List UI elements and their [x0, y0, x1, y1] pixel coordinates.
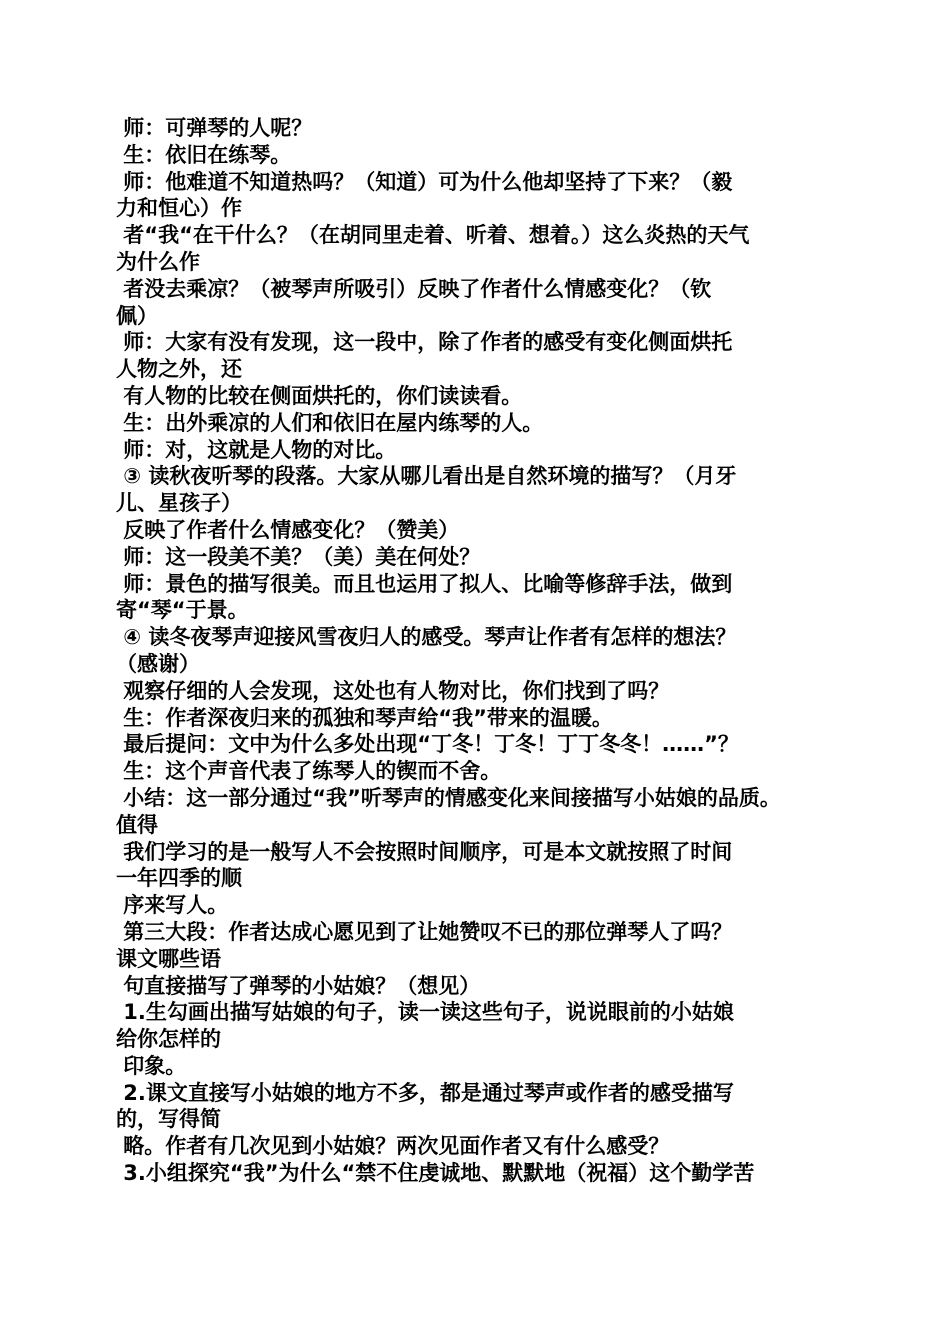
text-line: 句直接描写了弹琴的小姑娘？（想见） — [116, 973, 481, 998]
text-line: 最后提问：文中为什么多处出现“丁冬！丁冬！丁丁冬冬！……”？ — [116, 732, 739, 757]
text-line: 师：对，这就是人物的对比。 — [116, 437, 397, 462]
text-line: 寄“琴“于景。 — [116, 598, 249, 623]
text-line: 生：依旧在练琴。 — [116, 142, 292, 167]
document-text — [116, 115, 856, 1187]
text-line: 佩） — [116, 303, 158, 328]
text-line: 者“我“在干什么？（在胡同里走着、听着、想着。）这么炎热的天气 — [116, 223, 750, 248]
text-line: 师：这一段美不美？（美）美在何处？ — [116, 544, 481, 569]
text-line: 1.生勾画出描写姑娘的句子，读一读这些句子，说说眼前的小姑娘 — [116, 1000, 734, 1025]
text-line: 生：作者深夜归来的孤独和琴声给“我”带来的温暖。 — [116, 705, 613, 730]
text-line: 一年四季的顺 — [116, 866, 242, 891]
text-line: 人物之外，还 — [116, 357, 242, 382]
text-line: 小结：这一部分通过“我”听琴声的情感变化来间接描写小姑娘的品质。 — [116, 785, 781, 810]
text-line: 课文哪些语 — [116, 946, 221, 971]
text-line: 略。作者有几次见到小姑娘？两次见面作者又有什么感受？ — [116, 1134, 670, 1159]
text-line: 师：他难道不知道热吗？（知道）可为什么他却坚持了下来？（毅 — [116, 169, 733, 194]
text-line: 师：景色的描写很美。而且也运用了拟人、比喻等修辞手法，做到 — [116, 571, 733, 596]
text-line: 观察仔细的人会发现，这处也有人物对比，你们找到了吗？ — [116, 678, 670, 703]
text-line: 3.小组探究“我”为什么“禁不住虔诚地、默默地（祝福）这个勤学苦 — [116, 1161, 755, 1186]
text-line: 者没去乘凉？（被琴声所吸引）反映了作者什么情感变化？（钦 — [116, 276, 712, 301]
text-line: 师：大家有没有发现，这一段中，除了作者的感受有变化侧面烘托 — [116, 330, 733, 355]
text-line: 印象。 — [116, 1053, 187, 1078]
text-line: 生：这个声音代表了练琴人的锲而不舍。 — [116, 759, 502, 784]
text-line: 给你怎样的 — [116, 1027, 221, 1052]
text-line: ③ 读秋夜听琴的段落。大家从哪儿看出是自然环境的描写？（月牙 — [116, 464, 737, 489]
text-line: 为什么作 — [116, 249, 200, 274]
text-line: 第三大段：作者达成心愿见到了让她赞叹不已的那位弹琴人了吗？ — [116, 919, 733, 944]
text-line: 序来写人。 — [116, 893, 229, 918]
text-line: 力和恒心）作 — [116, 196, 242, 221]
text-line: 的，写得简 — [116, 1107, 221, 1132]
text-line: 有人物的比较在侧面烘托的，你们读读看。 — [116, 383, 523, 408]
text-line: 生：出外乘凉的人们和依旧在屋内练琴的人。 — [116, 410, 544, 435]
text-line: ④ 读冬夜琴声迎接风雪夜归人的感受。琴声让作者有怎样的想法？ — [116, 625, 737, 650]
text-line: 儿、星孩子） — [116, 491, 242, 516]
text-line: 师：可弹琴的人呢？ — [116, 116, 313, 140]
text-line: （感谢） — [116, 651, 200, 676]
text-line: 2.课文直接写小姑娘的地方不多，都是通过琴声或作者的感受描写 — [116, 1080, 734, 1105]
text-line: 值得 — [116, 812, 158, 837]
text-line: 我们学习的是一般写人不会按照时间顺序，可是本文就按照了时间 — [116, 839, 733, 864]
text-line: 反映了作者什么情感变化？（赞美） — [116, 517, 460, 542]
